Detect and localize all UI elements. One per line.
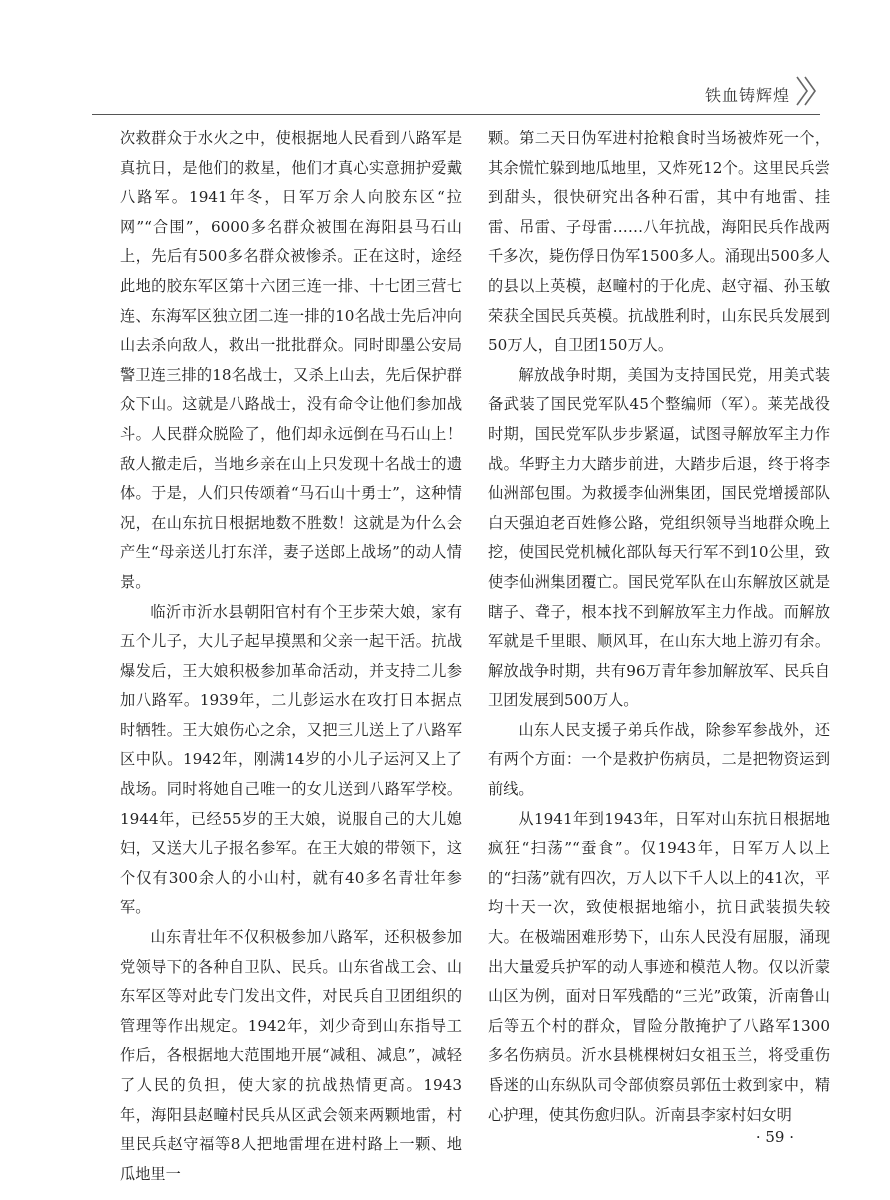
section-title: 铁血铸辉煌 xyxy=(704,86,790,105)
paragraph: 次救群众于水火之中，使根据地人民看到八路军是真抗日，是他们的救星，他们才真心实意拥护爱戴八路军。1941年冬，日军万余人向胶东区“拉网”“合围”，6000多名群众被围在海阳县马石山上，先后有500多名群众被惨杀。正在这时，途经此地的胶东军区第十六团三连一排、十七团三营七连、东海军区独立团二连一排的10名战士先后冲向山去杀向敌人，救出一批批群众。同时即墨公安局警卫连三排的18名战士，又杀上山去，先后保护群众下山。这就是八路战士，没有命令让他们参加战斗。人民群众脱险了，他们却永远倒在马石山上！敌人撤走后，当地乡亲在山上只发现十名战士的遗体。于是，人们只传颂着“马石山十勇士”，这种情况，在山东抗日根据地数不胜数！这就是为什么会产生“母亲送儿打东洋，妻子送郎上战场”的动人情景。 xyxy=(120,129,462,591)
paragraph: 临沂市沂水县朝阳官村有个王步荣大娘，家有五个儿子，大儿子起早摸黑和父亲一起干活。抗战爆发后，王大娘积极参加革命活动，并支持二儿参加八路军。1939年，二儿彭运水在攻打日本据点时牺牲。王大娘伤心之余，又把三儿送上了八路军区中队。1942年，刚满14岁的小儿子运河又上了战场。同时将她自己唯一的女儿送到八路军学校。1944年，已经55岁的王大娘，说服自己的大儿媳妇，又送大儿子报名参军。在王大娘的带领下，这个仅有300余人的小山村，就有40多名青壮年参军。 xyxy=(120,602,462,917)
page-number: · 59 · xyxy=(755,1128,794,1146)
double-chevron-icon xyxy=(794,74,820,108)
page-header xyxy=(0,0,890,120)
paragraph: 山东人民支援子弟兵作战，除参军参战外，还有两个方面：一个是救护伤病员，二是把物资运到前线。 xyxy=(488,720,830,799)
paragraph: 颗。第二天日伪军进村抢粮食时当场被炸死一个，其余慌忙躲到地瓜地里，又炸死12个。这里民兵尝到甜头，很快研究出各种石雷，其中有地雷、挂雷、吊雷、子母雷……八年抗战，海阳民兵作战两千多次，毙伤俘日伪军1500多人。涌现出500多人的县以上英模，赵疃村的于化虎、赵守福、孙玉敏荣获全国民兵英模。抗战胜利时，山东民兵发展到50万人，自卫团150万人。 xyxy=(488,129,830,355)
paragraph: 解放战争时期，美国为支持国民党，用美式装备武装了国民党军队45个整编师（军）。莱芜战役时期，国民党军队步步紧逼，试图寻解放军主力作战。华野主力大踏步前进，大踏步后退，终于将李仙洲部包围。为救援李仙洲集团，国民党增援部队白天强迫老百姓修公路，党组织领导当地群众晚上挖，使国民党机械化部队每天行军不到10公里，致使李仙洲集团覆亡。国民党军队在山东解放区就是瞎子、聋子，根本找不到解放军主力作战。而解放军就是千里眼、顺风耳，在山东大地上游刃有余。解放战争时期，共有96万青年参加解放军、民兵自卫团发展到500万人。 xyxy=(488,365,830,710)
header-rule xyxy=(92,114,820,115)
right-column xyxy=(488,124,830,1134)
left-column xyxy=(120,124,462,1183)
paragraph: 从1941年到1943年，日军对山东抗日根据地疯狂“扫荡”“蚕食”。仅1943年，日军万人以上的“扫荡”就有四次，万人以下千人以上的41次，平均十天一次，致使根据地缩小，抗日武装损失较大。在极端困难形势下，山东人民没有屈服，涌现出大量爱兵护军的动人事迹和模范人物。仅以沂蒙山区为例，面对日军残酷的“三光”政策，沂南鲁山后等五个村的群众，冒险分散掩护了八路军1300多名伤病员。沂水县桃棵树妇女祖玉兰，将受重伤昏迷的山东纵队司令部侦察员郭伍士救到家中，精心护理，使其伤愈归队。沂南县李家村妇女明 xyxy=(488,809,830,1124)
paragraph: 山东青壮年不仅积极参加八路军，还积极参加党领导下的各种自卫队、民兵。山东省战工会、山东军区等对此专门发出文件，对民兵自卫团组织的管理等作出规定。1942年，刘少奇到山东指导工作后，各根据地大范围地开展“减租、减息”，减轻了人民的负担，使大家的抗战热情更高。1943年，海阳县赵疃村民兵从区武会领来两颗地雷，村里民兵赵守福等8人把地雷埋在进村路上一颗、地瓜地里一 xyxy=(120,928,462,1183)
